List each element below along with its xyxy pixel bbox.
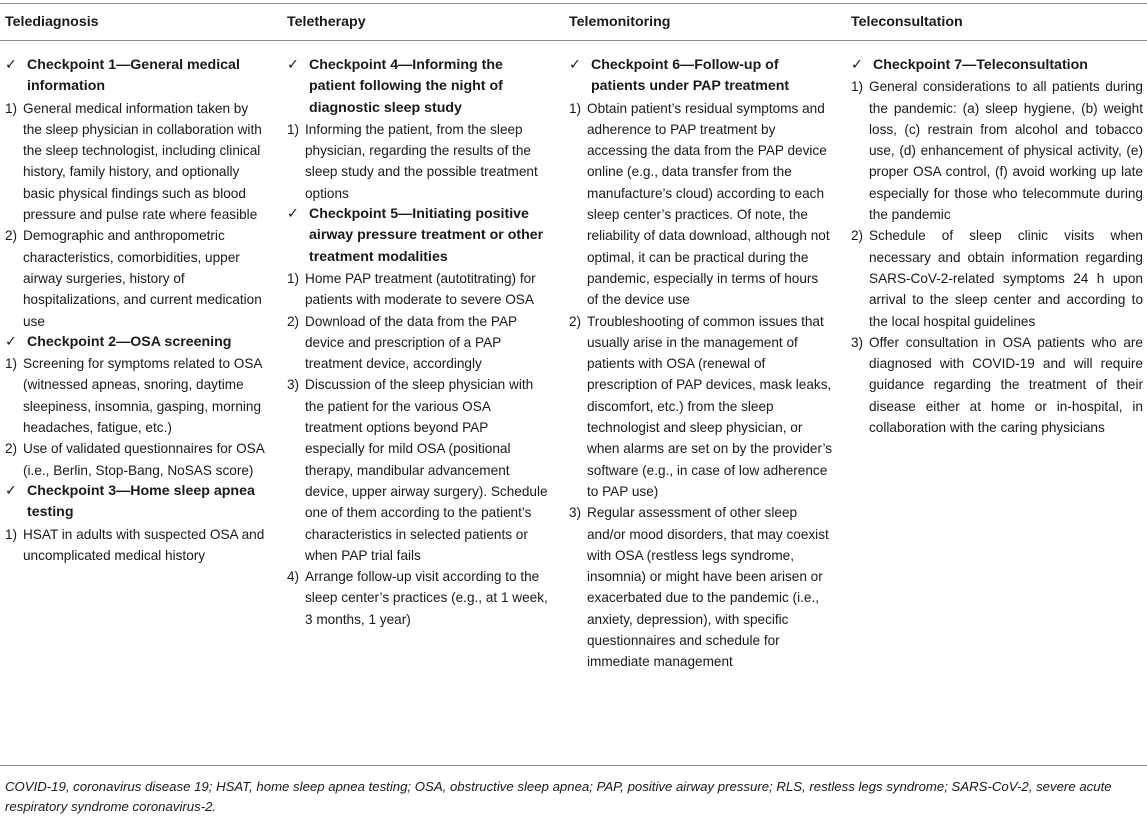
list-item: 1) Screening for symptoms related to OSA (witnessed apneas, snoring, daytime sleepiness, insomnia, gasping, morning headaches, fatigue, etc.): [5, 356, 262, 436]
checkpoint-list: [851, 76, 1143, 438]
checkpoint-heading: ✓ Checkpoint 2—OSA screening: [5, 332, 267, 353]
checkpoint-heading: ✓ Checkpoint 4—Informing the patient following the night of diagnostic sleep study: [287, 57, 503, 116]
checkpoint-list: [287, 119, 551, 204]
check-icon: ✓: [5, 482, 17, 499]
list-item: 2) Download of the data from the PAP device and prescription of a PAP treatment device, accordingly: [287, 313, 517, 372]
check-icon: ✓: [5, 333, 17, 350]
list-item: 1) General medical information taken by the sleep physician in collaboration with the sleep technologist, including clinical history, family history, and optionally basic physical findings such as blood pressure and pulse rate where feasible: [5, 100, 262, 223]
check-icon: ✓: [287, 57, 299, 73]
table-footnote: COVID-19, coronavirus disease 19; HSAT, home sleep apnea testing; OSA, obstructive sleep apnea; PAP, positive airway pressure; RLS, restless legs syndrome; SARS-CoV-2, severe acute respiratory syndrome coronavirus-2.: [5, 779, 1112, 814]
checkpoint-list: [569, 98, 833, 673]
column-header-telemonitoring: Telemonitoring: [569, 14, 671, 30]
list-item: 1) Informing the patient, from the sleep physician, regarding the results of the sleep study and the possible treatment options: [287, 121, 538, 201]
list-item: 1) Home PAP treatment (autotitrating) for patients with moderate to severe OSA: [287, 270, 536, 308]
telediagnosis-column: [5, 55, 267, 566]
check-icon: ✓: [5, 57, 17, 73]
checkpoint-heading: ✓ Checkpoint 3—Home sleep apnea testing: [5, 482, 255, 521]
list-item: 3) Regular assessment of other sleep and/or mood disorders, that may coexist with OSA (restless legs syndrome, insomnia) or might have been arisen or exacerbated due to the pandemic (i.e., anxiety, depression), with specific questionnaires and schedule for immediate management: [569, 505, 829, 670]
list-item: 4) Arrange follow-up visit according to the sleep center’s practices (e.g., at 1 week, 3 months, 1 year): [287, 569, 548, 627]
column-header-teletherapy: Teletherapy: [287, 14, 366, 30]
column-header-telediagnosis: Telediagnosis: [5, 14, 99, 30]
checkpoint-heading: ✓ Checkpoint 7—Teleconsultation: [851, 55, 1143, 76]
list-item: 2) Schedule of sleep clinic visits when necessary and obtain information regarding SARS-CoV-2-related symptoms 24 h upon arrival to the sleep center and according to the local hospital guidelines: [851, 228, 1143, 329]
list-item: 3) Discussion of the sleep physician with the patient for the various OSA treatment options beyond PAP especially for mild OSA (positional therapy, mandibular advancement device, upper airway surgery). Schedule one of them according to the patient’s characteristics in selected patients or when PAP trial fails: [287, 377, 548, 563]
column-header-teleconsultation: Teleconsultation: [851, 14, 963, 30]
table-bottom-rule: [0, 765, 1147, 766]
list-item: 2) Use of validated questionnaires for OSA (i.e., Berlin, Stop-Bang, NoSAS score): [5, 441, 265, 478]
teleconsultation-column: [851, 55, 1143, 438]
list-item: 1) Obtain patient’s residual symptoms and adherence to PAP treatment by accessing the data from the PAP device online (e.g., data transfer from the manufacture’s cloud) according to each sleep center’s practices. Of note, the reliability of data download, although not optimal, it can be practical during the pandemic, especially in terms of hours of the device use: [569, 100, 830, 308]
list-item: 1) General considerations to all patients during the pandemic: (a) sleep hygiene, (b) weight loss, (c) restrain from alcohol and tobacco use, (d) enhancement of physical activity, (e) proper OSA control, (f) avoid working up late especially for those who telecommute during the pandemic: [851, 79, 1143, 223]
list-item: 2) Troubleshooting of common issues that usually arise in the management of patients with OSA (renewal of prescription of PAP devices, mask leaks, discomfort, etc.) from the sleep technologist and sleep physician, or when alarms are set on by the provider’s software (e.g., in case of low adherence to PAP use): [569, 313, 833, 499]
list-item: 2) Demographic and anthropometric characteristics, comorbidities, upper airway surgeries, history of hospitalizations, and current medication use: [5, 228, 262, 329]
check-icon: ✓: [569, 57, 581, 73]
teletherapy-column: [287, 55, 551, 630]
checkpoint-heading: ✓ Checkpoint 6—Follow-up of patients under PAP treatment: [569, 57, 790, 95]
checkpoint-list: [5, 353, 267, 481]
check-icon: ✓: [851, 57, 863, 73]
check-icon: ✓: [287, 206, 299, 223]
checkpoint-list: [5, 524, 267, 567]
telemonitoring-column: [569, 55, 833, 673]
list-item: 3) Offer consultation in OSA patients who are diagnosed with COVID-19 and will require guidance regarding the treatment of their disease either at home or in-hospital, in collaboration with the caring physicians: [851, 334, 1143, 436]
checkpoint-list: [287, 268, 551, 630]
checkpoint-list: [5, 98, 267, 332]
table-header-rule: [0, 40, 1147, 41]
checkpoint-heading: ✓ Checkpoint 5—Initiating positive airway pressure treatment or other treatment modalities: [287, 206, 544, 265]
list-item: 1) HSAT in adults with suspected OSA and uncomplicated medical history: [5, 526, 265, 563]
checkpoint-heading: ✓ Checkpoint 1—General medical information: [5, 57, 240, 95]
table-top-rule: [0, 3, 1147, 4]
